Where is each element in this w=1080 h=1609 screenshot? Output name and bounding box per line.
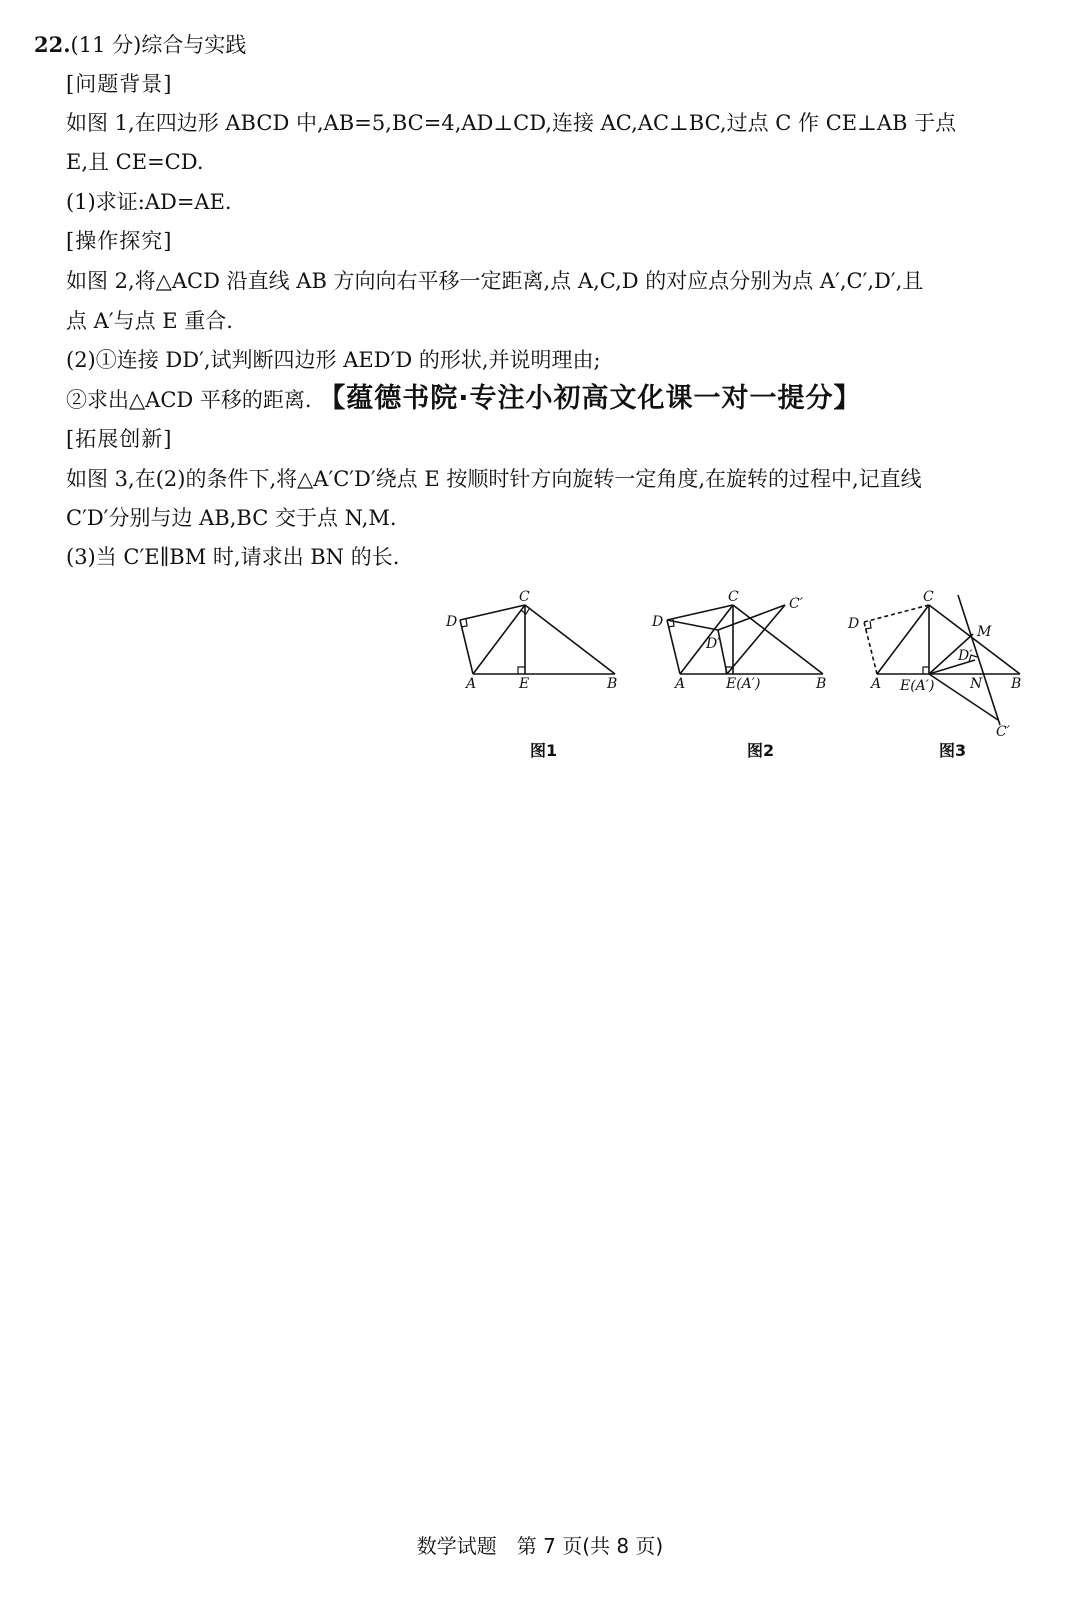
question-title: (11 分)综合与实践	[70, 33, 247, 57]
figure-3-caption: 图3	[939, 741, 967, 760]
question-heading	[34, 30, 1050, 60]
figures-area	[440, 590, 1040, 780]
fig2-segment-bc	[733, 605, 823, 674]
section-extend-title: [拓展创新]	[66, 427, 173, 451]
fig1-label-d: D	[446, 614, 458, 630]
fig1-segment-bc	[525, 605, 615, 674]
extend-text-line2: C′D′分别与边 AB,BC 交于点 N,M.	[66, 506, 397, 530]
fig2-label-e: E(A′)	[726, 676, 761, 692]
part1-text: (1)求证:AD=AE.	[66, 190, 232, 214]
fig1-label-c: C	[519, 590, 530, 605]
fig2-label-c: C	[728, 590, 739, 605]
fig2-label-d: D	[652, 614, 664, 630]
fig1-right-angle-e	[518, 667, 525, 674]
background-text-line2: E,且 CE=CD.	[66, 150, 204, 174]
fig2-label-b: B	[816, 676, 827, 692]
fig3-label-d-prime: D′	[958, 648, 973, 664]
figure-2-caption: 图2	[747, 741, 775, 760]
fig3-segment-ac	[877, 605, 929, 674]
page-footer: 数学试题 第 7 页(共 8 页)	[416, 1534, 664, 1558]
fig3-label-m: M	[977, 624, 992, 640]
fig1-label-e: E	[519, 676, 530, 692]
section-background-title: [问题背景]	[66, 72, 173, 96]
fig3-label-n: N	[970, 676, 983, 692]
figure-1-caption: 图1	[530, 741, 558, 760]
part2-2-line	[66, 384, 1050, 415]
fig2-segment-ad	[667, 620, 680, 674]
fig1-segment-ad	[460, 620, 473, 674]
explore-text-line2: 点 A′与点 E 重合.	[66, 309, 233, 333]
watermark-ad-text: 【蕴德书院·专注小初高文化课一对一提分】	[318, 383, 862, 414]
figure-2-lines	[667, 605, 823, 674]
fig2-label-a: A	[675, 676, 686, 692]
fig1-label-b: B	[607, 676, 618, 692]
fig3-right-angle-e	[923, 667, 929, 674]
figure-1-lines	[460, 605, 615, 674]
fig3-label-e: E(A′)	[900, 678, 935, 694]
fig3-segment-ad-dashed	[864, 622, 877, 674]
fig3-segment-bc	[929, 605, 1020, 674]
fig3-label-c: C	[923, 590, 934, 605]
fig2-label-c-prime: C′	[789, 596, 803, 612]
fig3-label-c-prime: C′	[996, 724, 1010, 740]
part3-text: (3)当 C′E∥BM 时,请求出 BN 的长.	[66, 545, 400, 569]
fig1-label-a: A	[466, 676, 477, 692]
figure-3-lines	[864, 595, 1020, 725]
background-text-line1: 如图 1,在四边形 ABCD 中,AB=5,BC=4,AD⊥CD,连接 AC,AC⊥BC,过点 C 作 CE⊥AB 于点	[66, 111, 957, 135]
fig3-label-a: A	[871, 676, 882, 692]
fig2-segment-dd2	[667, 620, 718, 630]
part2-1-text: (2)①连接 DD′,试判断四边形 AED′D 的形状,并说明理由;	[66, 348, 601, 372]
fig3-label-d: D	[848, 616, 860, 632]
fig3-segment-cd-dashed	[864, 605, 929, 622]
section-explore-title: [操作探究]	[66, 229, 173, 253]
part2-2-text: ②求出△ACD 平移的距离.	[66, 388, 312, 412]
fig3-segment-ec2	[929, 674, 998, 720]
explore-text-line1: 如图 2,将△ACD 沿直线 AB 方向向右平移一定距离,点 A,C,D 的对应点分别为点 A′,C′,D′,且	[66, 269, 924, 293]
question-number: 22.	[34, 32, 71, 57]
fig3-label-b: B	[1011, 676, 1022, 692]
extend-text-line1: 如图 3,在(2)的条件下,将△A′C′D′绕点 E 按顺时针方向旋转一定角度,在旋转的过程中,记直线	[66, 467, 922, 491]
fig2-label-d-prime: D′	[706, 636, 721, 652]
